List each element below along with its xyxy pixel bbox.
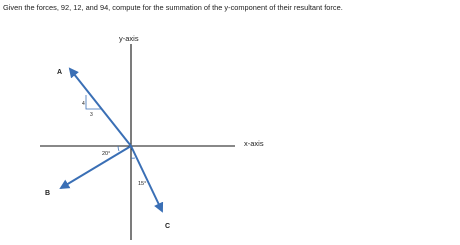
force-c-label: C bbox=[165, 223, 171, 230]
angle-arc-b bbox=[118, 146, 119, 151]
force-b-label: B bbox=[45, 190, 51, 197]
problem-statement: Given the forces, 92, 12, and 94, compute for the summation of the y-component of their resultant force. bbox=[3, 3, 343, 12]
force-a-label: A bbox=[57, 69, 63, 76]
x-axis-label: x-axis bbox=[244, 139, 264, 148]
force-c-arrow bbox=[131, 146, 162, 211]
force-b-arrow bbox=[61, 146, 131, 188]
slope-run-label: 3 bbox=[90, 112, 93, 118]
angle-b-label: 20° bbox=[102, 151, 111, 157]
slope-rise-label: 4 bbox=[82, 101, 85, 107]
y-axis-label: y-axis bbox=[119, 34, 139, 43]
angle-c-label: 15° bbox=[138, 181, 147, 187]
force-a-arrow bbox=[70, 69, 131, 146]
